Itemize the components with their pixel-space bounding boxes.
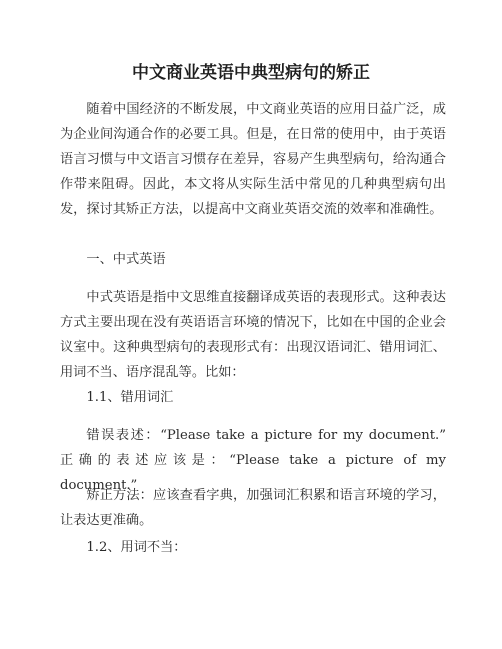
document-title: 中文商业英语中典型病句的矫正 [132, 63, 370, 83]
error-example-paragraph: 错误表述：“Please take a picture for my document.” 正确的表述应该是：“Please take a picture of my document.” [60, 428, 446, 493]
subsection-heading-misused-words: 1.1、错用词汇 [86, 390, 174, 405]
correction-method-paragraph: 矫正方法：应该查看字典，加强词汇积累和语言环境的学习，让表达更准确。 [60, 488, 446, 528]
section-paragraph-chinglish: 中式英语是指中文思维直接翻译成英语的表现形式。这种表达方式主要出现在没有英语语言环境的情况下，比如在中国的企业会议室中。这种典型病句的表现形式有：出现汉语词汇、错用词汇、用词不当、语序混乱等。比如： [60, 290, 446, 380]
section-heading-chinglish: 一、中式英语 [86, 252, 166, 267]
subsection-heading-improper-usage: 1.2、用词不当： [86, 540, 187, 555]
intro-paragraph: 随着中国经济的不断发展，中文商业英语的应用日益广泛，成为企业间沟通合作的必要工具。但是，在日常的使用中，由于英语语言习惯与中文语言习惯存在差异，容易产生典型病句，给沟通合作带来阻碍。因此，本文将从实际生活中常见的几种典型病句出发，探讨其矫正方法，以提高中文商业英语交流的效率和准确性。 [60, 102, 446, 217]
